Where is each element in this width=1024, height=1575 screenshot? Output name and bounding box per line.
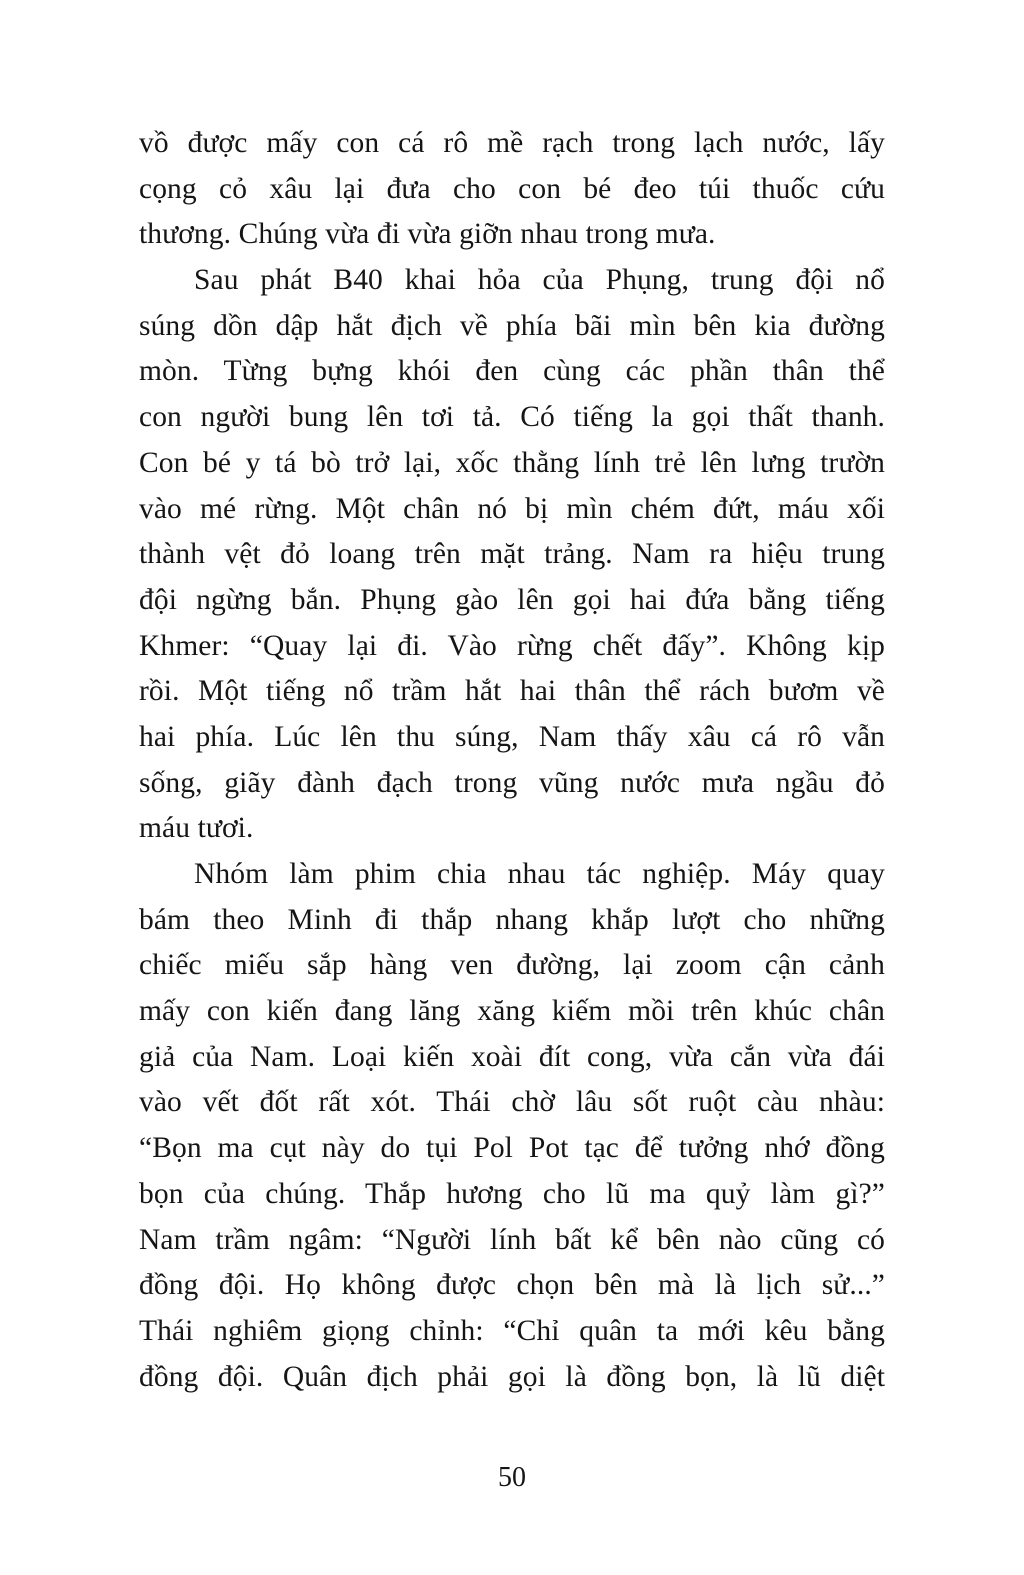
page-text <box>139 121 885 1400</box>
text-line: bám theo Minh đi thắp nhang khắp lượt cho những <box>139 903 885 936</box>
text-line: hai phía. Lúc lên thu súng, Nam thấy xâu cá rô vẫn <box>139 720 885 753</box>
text-line: cọng cỏ xâu lại đưa cho con bé đeo túi thuốc cứu <box>139 172 885 205</box>
text-line: Nhóm làm phim chia nhau tác nghiệp. Máy quay <box>194 858 885 890</box>
text-line: đồng đội. Họ không được chọn bên mà là lịch sử...” <box>139 1269 885 1302</box>
paragraph <box>139 852 885 1400</box>
text-line: Khmer: “Quay lại đi. Vào rừng chết đấy”. Không kịp <box>139 629 885 662</box>
text-line: mòn. Từng bựng khói đen cùng các phần thân thể <box>139 355 885 388</box>
text-line: máu tươi. <box>139 812 254 845</box>
text-line: vồ được mấy con cá rô mề rạch trong lạch nước, lấy <box>139 127 885 159</box>
text-line: thương. Chúng vừa đi vừa giỡn nhau trong mưa. <box>139 218 716 251</box>
text-line: vào vết đốt rất xót. Thái chờ lâu sốt ruột càu nhàu: <box>139 1086 885 1119</box>
text-line: đội ngừng bắn. Phụng gào lên gọi hai đứa bằng tiếng <box>139 583 885 616</box>
text-line: Thái nghiêm giọng chỉnh: “Chỉ quân ta mới kêu bằng <box>139 1314 885 1347</box>
text-line: Con bé y tá bò trở lại, xốc thằng lính trẻ lên lưng trườn <box>139 446 885 479</box>
text-line: rồi. Một tiếng nổ trầm hắt hai thân thể rách bươm về <box>139 675 885 708</box>
text-line: mấy con kiến đang lăng xăng kiếm mồi trên khúc chân <box>139 995 885 1028</box>
text-line: bọn của chúng. Thắp hương cho lũ ma quỷ làm gì?” <box>139 1177 885 1210</box>
text-line: súng dồn dập hắt địch về phía bãi mìn bên kia đường <box>139 309 885 342</box>
paragraph <box>139 121 885 258</box>
text-line: vào mé rừng. Một chân nó bị mìn chém đứt, máu xối <box>139 492 885 525</box>
text-line: thành vệt đỏ loang trên mặt trảng. Nam ra hiệu trung <box>139 538 885 571</box>
page-number: 50 <box>498 1462 526 1493</box>
text-line: đồng đội. Quân địch phải gọi là đồng bọn, là lũ diệt <box>139 1360 885 1393</box>
text-line: chiếc miếu sắp hàng ven đường, lại zoom cận cảnh <box>139 949 885 982</box>
text-line: con người bung lên tơi tả. Có tiếng la gọi thất thanh. <box>139 401 885 434</box>
text-line: sống, giãy đành đạch trong vũng nước mưa ngầu đỏ <box>139 766 885 799</box>
paragraph <box>139 258 885 852</box>
text-line: “Bọn ma cụt này do tụi Pol Pot tạc để tưởng nhớ đồng <box>139 1132 885 1165</box>
text-line: Nam trầm ngâm: “Người lính bất kể bên nào cũng có <box>139 1223 885 1256</box>
text-line: giả của Nam. Loại kiến xoài đít cong, vừa cắn vừa đái <box>139 1040 885 1073</box>
text-line: Sau phát B40 khai hỏa của Phụng, trung đội nổ <box>194 264 885 297</box>
